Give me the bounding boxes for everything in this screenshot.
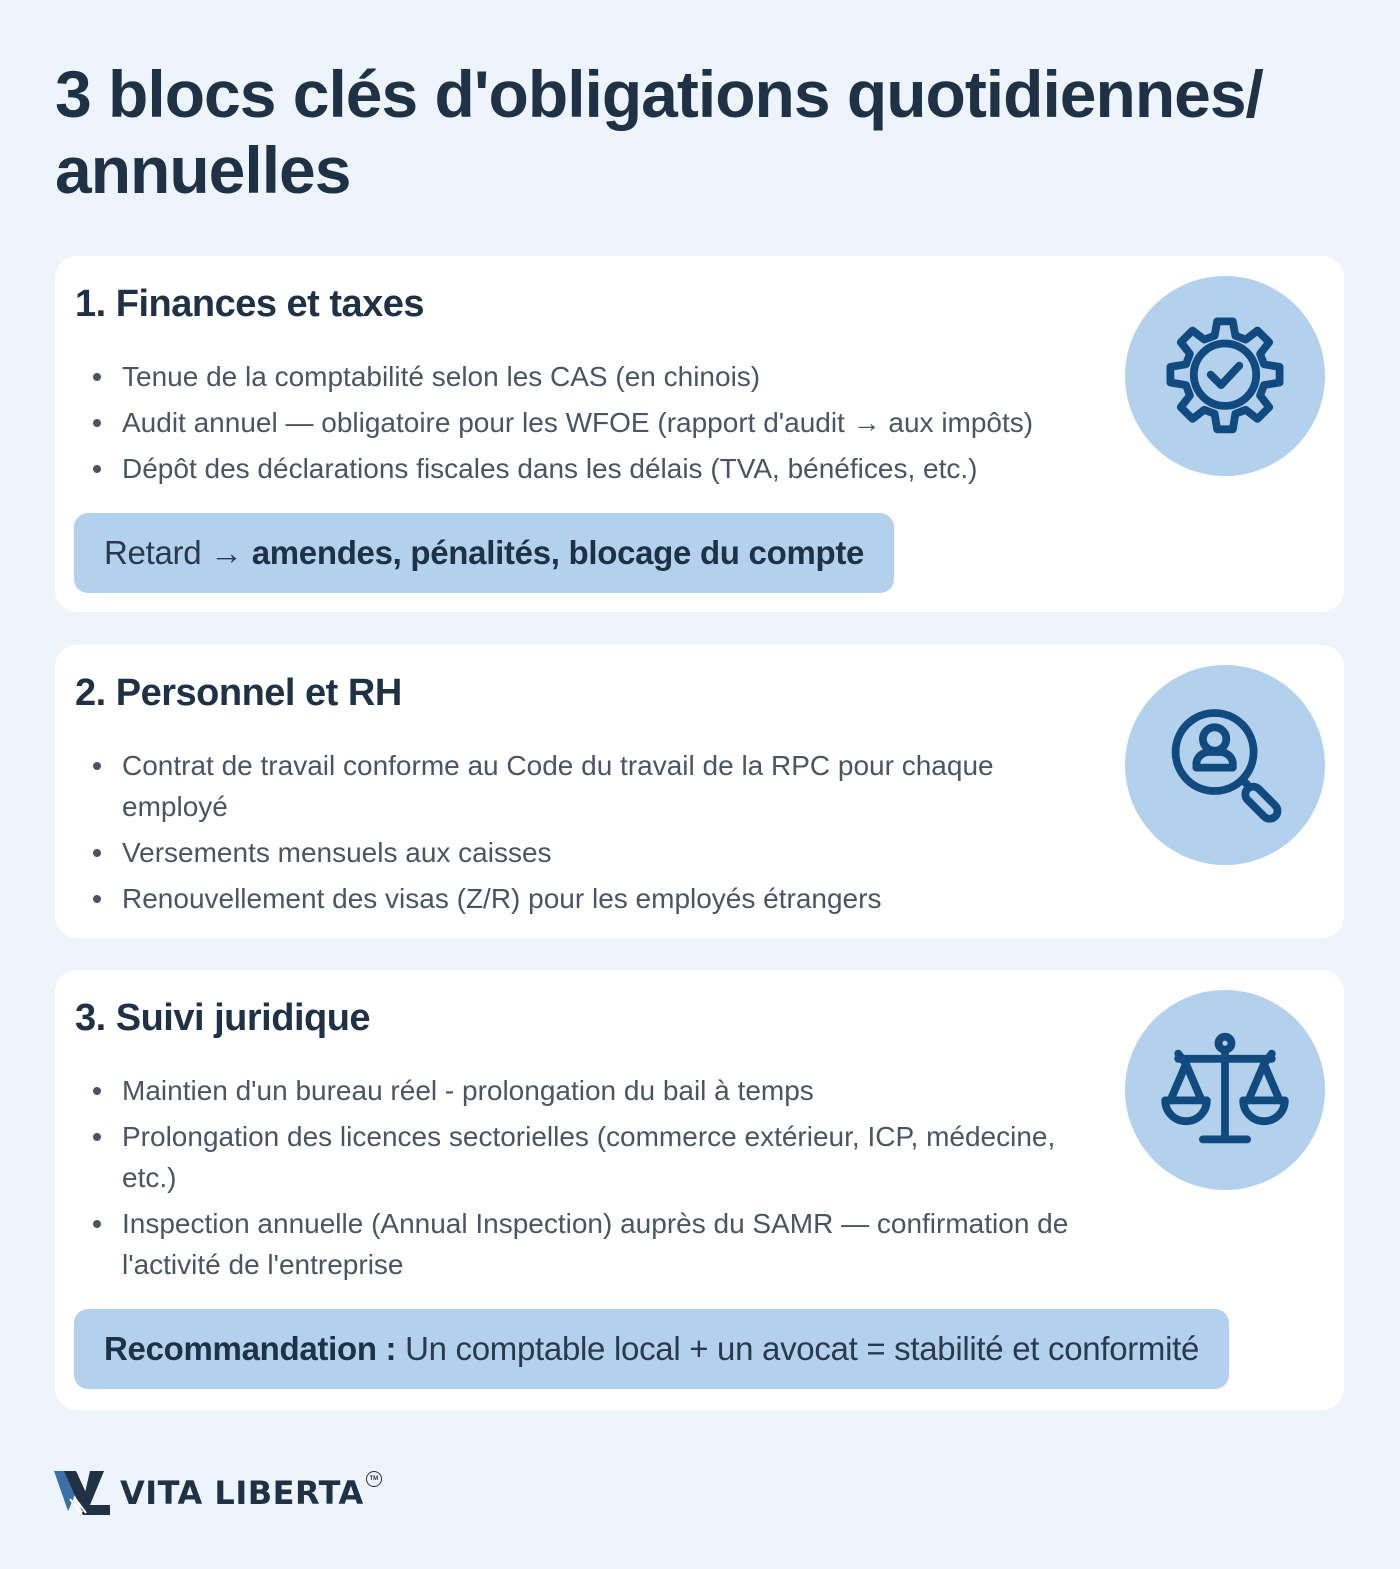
gear-check-icon <box>1125 276 1325 476</box>
bullet-dot <box>93 1133 101 1141</box>
list-item: Contrat de travail conforme au Code du travail de la RPC pour chaque employé <box>75 745 1105 827</box>
bullet-dot <box>93 1220 101 1228</box>
list-item: Inspection annuelle (Annual Inspection) auprès du SAMR — confirmation de l'activité de l'entreprise <box>75 1203 1105 1285</box>
callout-emphasis: amendes, pénalités, blocage du compte <box>251 534 865 571</box>
bullet-dot <box>93 895 101 903</box>
section-heading: 1. Finances et taxes <box>75 283 425 325</box>
card-suivi-juridique <box>55 970 1344 1410</box>
recommendation-callout <box>74 1309 1229 1389</box>
list-item: Maintien d'un bureau réel - prolongation du bail à temps <box>75 1070 1105 1111</box>
list-item: Renouvellement des visas (Z/R) pour les employés étrangers <box>75 878 1105 919</box>
trademark-badge: TM <box>366 1471 382 1487</box>
list-item: Tenue de la comptabilité selon les CAS (en chinois) <box>75 356 1105 397</box>
brand-logo <box>54 1470 382 1516</box>
card-personnel-rh <box>55 645 1344 938</box>
bullet-list <box>75 356 1105 494</box>
callout-prefix: Retard → <box>104 534 252 571</box>
bullet-dot <box>93 465 101 473</box>
bullet-dot <box>93 1087 101 1095</box>
bullet-dot <box>93 849 101 857</box>
callout-emphasis: Recommandation : <box>104 1330 397 1367</box>
warning-callout <box>74 513 894 593</box>
person-search-icon <box>1125 665 1325 865</box>
list-item: Dépôt des déclarations fiscales dans les délais (TVA, bénéfices, etc.) <box>75 448 1105 489</box>
section-heading: 2. Personnel et RH <box>75 672 402 714</box>
page-title: 3 blocs clés d'obligations quotidiennes/ annuelles <box>55 57 1263 207</box>
list-item: Prolongation des licences sectorielles (commerce extérieur, ICP, médecine, etc.) <box>75 1116 1105 1198</box>
logo-wordmark: VITA LIBERTA <box>120 1474 364 1512</box>
bullet-list <box>75 745 1105 924</box>
section-heading: 3. Suivi juridique <box>75 997 371 1039</box>
card-finances-taxes <box>55 256 1344 612</box>
bullet-list <box>75 1070 1105 1290</box>
callout-suffix: Un comptable local + un avocat = stabilité et conformité <box>396 1330 1200 1367</box>
bullet-dot <box>93 373 101 381</box>
list-item: Versements mensuels aux caisses <box>75 832 1105 873</box>
logo-mark-icon <box>54 1471 110 1515</box>
scales-icon <box>1125 990 1325 1190</box>
list-item: Audit annuel — obligatoire pour les WFOE (rapport d'audit → aux impôts) <box>75 402 1105 443</box>
bullet-dot <box>93 762 101 770</box>
bullet-dot <box>93 419 101 427</box>
